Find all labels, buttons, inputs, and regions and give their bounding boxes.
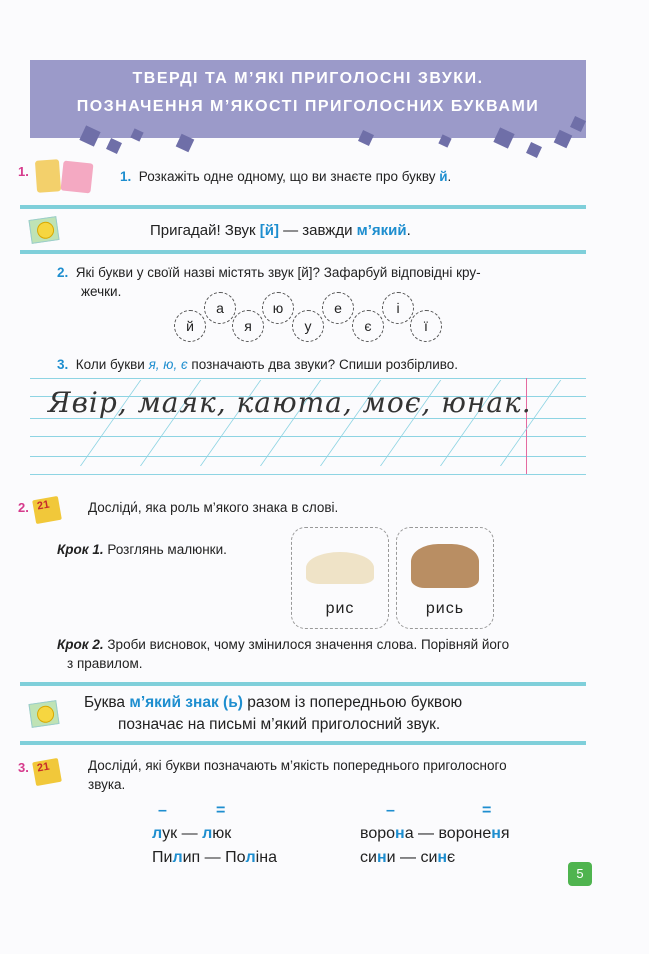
highlighted-letter: н — [395, 825, 405, 842]
circle-letter[interactable]: е — [322, 292, 354, 324]
section-1-marker: 1. — [18, 164, 29, 179]
section-2-marker: 2. — [18, 500, 29, 515]
picture-card-rice — [291, 527, 389, 629]
highlighted-letter: н — [491, 825, 501, 842]
section-3-task: Досліди́, які букви позначають м’якість попереднього приголосного звука. — [88, 758, 507, 792]
equals-sign: = — [482, 802, 492, 819]
word-pair — [152, 822, 277, 846]
circle-letter[interactable]: ю — [262, 292, 294, 324]
word-text: си — [360, 849, 377, 866]
card-word-rice: рис — [325, 600, 355, 617]
book-icon: 21 — [32, 758, 62, 786]
section-2-intro: Досліди́, яка роль м’якого знака в слові. — [88, 500, 339, 515]
card-word-lynx: рись — [425, 600, 465, 617]
smiley-icon — [28, 700, 59, 728]
word-text: воро — [360, 825, 396, 842]
children-icon — [61, 161, 94, 194]
rice-image — [306, 552, 374, 584]
remember-rule: Пригадай! Звук [й] — завжди м’який. — [150, 222, 411, 239]
word-text: я — [500, 825, 510, 842]
circle-letter[interactable]: я — [232, 310, 264, 342]
step-2: Крок 2. Зроби висновок, чому змінилося значення слова. Порівняй його з правилом. — [57, 637, 510, 671]
task-2: 2. Які букви у своїй назві містять звук [й]? Зафарбуй відповідні кру- жечки. — [57, 265, 481, 299]
soft-sign-rule: Буква м’який знак (ь) разом із попередньою буквою позначає на письмі м’який приголосний звук. — [84, 694, 463, 733]
highlighted-letter: н — [376, 849, 387, 866]
word-pairs-right — [360, 822, 510, 870]
step-1: Крок 1. Розглянь малюнки. — [57, 542, 227, 557]
task-1: 1. Розкажіть одне одному, що ви знаєте про букву й. — [120, 169, 452, 184]
equals-sign: = — [216, 802, 226, 819]
word-text: є — [447, 849, 456, 866]
handwriting-sample: Явір, маяк, каюта, моє, юнак. — [48, 386, 532, 419]
book-icon: 21 — [32, 496, 62, 524]
circle-letter[interactable]: і — [382, 292, 414, 324]
word-pairs-left — [152, 822, 277, 870]
word-text: ип — По — [182, 849, 246, 866]
word-text: Пи — [152, 849, 173, 866]
toys-icon — [35, 159, 61, 193]
divider-top-1 — [20, 205, 586, 209]
circle-letter[interactable]: ї — [410, 310, 442, 342]
divider-top-2 — [20, 682, 586, 686]
picture-card-lynx — [396, 527, 494, 629]
title-banner — [30, 60, 586, 138]
highlighted-letter: л — [245, 849, 256, 866]
lynx-image — [411, 544, 479, 588]
circle-letter[interactable]: у — [292, 310, 324, 342]
divider-bottom-1 — [20, 250, 586, 254]
divider-bottom-2 — [20, 741, 586, 745]
word-text: и — си — [386, 849, 438, 866]
highlighted-letter: л — [172, 849, 183, 866]
highlighted-letter: н — [437, 849, 448, 866]
word-pair — [360, 822, 510, 846]
minus-sign: – — [158, 802, 167, 819]
section-3-marker: 3. — [18, 760, 29, 775]
circle-letter[interactable]: а — [204, 292, 236, 324]
title-line-1: ТВЕРДІ ТА М’ЯКІ ПРИГОЛОСНІ ЗВУКИ. — [132, 70, 484, 87]
word-text: ук — — [162, 825, 203, 842]
word-text: а — вороне — [404, 825, 492, 842]
word-pair — [360, 846, 510, 870]
circle-letter[interactable]: й — [174, 310, 206, 342]
task-3: 3. Коли букви я, ю, є позначають два звуки? Спиши розбірливо. — [57, 357, 459, 372]
circle-letter[interactable]: є — [352, 310, 384, 342]
title-line-2: ПОЗНАЧЕННЯ М’ЯКОСТІ ПРИГОЛОСНИХ БУКВАМИ — [76, 98, 540, 115]
minus-sign: – — [386, 802, 395, 819]
page-number: 5 — [568, 862, 592, 886]
highlighted-letter: л — [202, 825, 213, 842]
word-text: юк — [212, 825, 232, 842]
smiley-icon — [28, 216, 59, 244]
word-text: іна — [255, 849, 277, 866]
highlighted-letter: л — [152, 825, 163, 842]
word-pair — [152, 846, 277, 870]
